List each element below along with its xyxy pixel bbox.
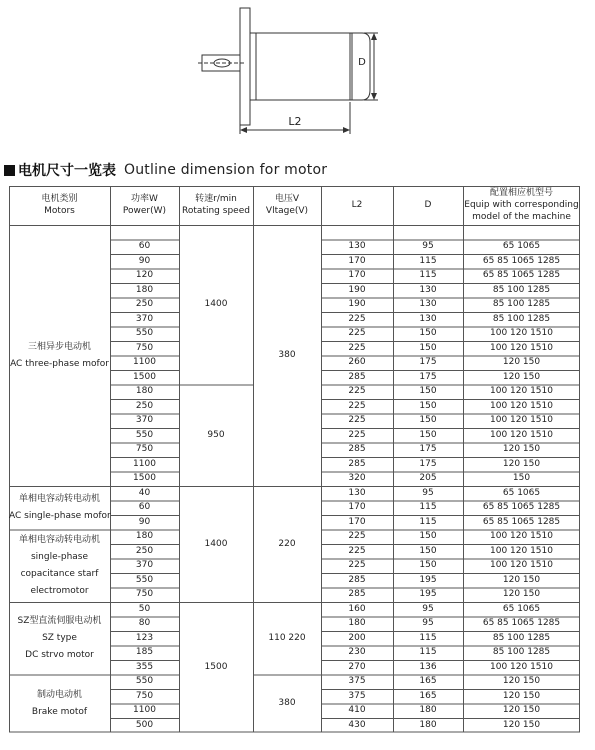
cell-l2: 320 xyxy=(348,473,366,484)
cell-d: 175 xyxy=(419,371,437,382)
cell-d: 150 xyxy=(419,429,437,440)
cell-l2: 285 xyxy=(348,574,366,585)
cell-d: 150 xyxy=(419,400,437,411)
header-motors-line-0: 电机类别 xyxy=(41,194,78,204)
cell-equip: 65 1065 xyxy=(502,603,541,614)
header-l2: L2 xyxy=(351,200,363,210)
cell-l2: 285 xyxy=(348,589,366,600)
cell-d: 175 xyxy=(419,458,437,469)
motor-type-label: single-phase xyxy=(30,551,89,562)
cell-d: 150 xyxy=(419,415,437,426)
section-title-zh: 电机尺寸一览表 xyxy=(18,163,116,179)
cell-power: 370 xyxy=(135,560,154,571)
cell-power: 370 xyxy=(135,415,154,426)
motor-type-label: Brake motof xyxy=(31,706,88,717)
cell-equip: 85 100 1285 xyxy=(492,647,551,658)
cell-l2: 170 xyxy=(348,502,366,513)
cell-power: 1100 xyxy=(133,357,156,368)
cell-equip: 120 150 xyxy=(502,589,541,600)
cell-l2: 225 xyxy=(348,429,366,440)
cell-equip: 120 150 xyxy=(502,371,541,382)
motor-type-label: SZ type xyxy=(42,632,77,643)
cell-d: 115 xyxy=(419,270,437,281)
cell-power: 1100 xyxy=(133,458,156,469)
cell-equip: 100 120 1510 xyxy=(490,429,553,440)
voltage-value: 220 xyxy=(278,538,296,549)
cell-power: 550 xyxy=(135,574,154,585)
cell-l2: 170 xyxy=(348,270,366,281)
cell-d: 180 xyxy=(419,719,437,730)
cell-d: 195 xyxy=(419,589,437,600)
cell-equip: 100 120 1510 xyxy=(490,328,553,339)
motor-type-label: copacitance starf xyxy=(20,568,99,579)
cell-d: 165 xyxy=(419,676,437,687)
dim-d-label: D xyxy=(355,58,369,68)
motor-type-label: SZ型直流伺服电动机 xyxy=(17,615,102,626)
cell-equip: 120 150 xyxy=(502,719,541,730)
header-equip-line-1: Equip with corresponding xyxy=(464,200,579,210)
cell-l2: 225 xyxy=(348,313,366,324)
cell-d: 195 xyxy=(419,574,437,585)
cell-d: 95 xyxy=(422,241,434,252)
cell-d: 115 xyxy=(419,647,437,658)
motor-dimension-table xyxy=(9,186,581,738)
voltage-value: 110 220 xyxy=(268,632,306,643)
cell-power: 1100 xyxy=(133,705,156,716)
cell-l2: 225 xyxy=(348,415,366,426)
motor-type-label: 单相电容动转电动机 xyxy=(18,534,100,545)
cell-equip: 65 85 1065 1285 xyxy=(482,270,561,281)
cell-d: 130 xyxy=(419,299,437,310)
cell-equip: 120 150 xyxy=(502,705,541,716)
section-title-en: Outline dimension for motor xyxy=(124,162,328,178)
cell-d: 115 xyxy=(419,632,437,643)
motor-type-label: 制动电动机 xyxy=(36,689,82,700)
cell-equip: 100 120 1510 xyxy=(490,545,553,556)
cell-equip: 120 150 xyxy=(502,444,541,455)
cell-l2: 410 xyxy=(348,705,366,716)
motor-type-label: electromotor xyxy=(30,585,89,596)
cell-power: 750 xyxy=(135,589,154,600)
cell-equip: 100 120 1510 xyxy=(490,560,553,571)
header-motors-line-1: Motors xyxy=(44,206,75,216)
motor-body xyxy=(250,33,350,100)
cell-d: 130 xyxy=(419,284,437,295)
cell-d: 136 xyxy=(419,661,437,672)
cell-power: 1500 xyxy=(133,473,156,484)
cell-d: 180 xyxy=(419,705,437,716)
cell-equip: 65 1065 xyxy=(502,487,541,498)
speed-value: 1400 xyxy=(204,299,228,310)
cell-d: 115 xyxy=(419,255,437,266)
cell-l2: 375 xyxy=(348,690,366,701)
motor-type-label: AC three-phase mofor xyxy=(10,358,109,369)
cell-equip: 100 120 1510 xyxy=(490,661,553,672)
cell-d: 95 xyxy=(422,603,434,614)
cell-equip: 85 100 1285 xyxy=(492,299,551,310)
cell-power: 250 xyxy=(135,545,154,556)
cell-power: 180 xyxy=(135,386,154,397)
cell-equip: 120 150 xyxy=(502,357,541,368)
cell-power: 120 xyxy=(135,270,154,281)
motor-type-label: AC single-phase mofor xyxy=(9,510,111,521)
cell-l2: 190 xyxy=(348,299,366,310)
cell-l2: 225 xyxy=(348,531,366,542)
header-equip-line-2: model of the machine xyxy=(472,212,571,222)
cell-power: 60 xyxy=(138,241,151,252)
cell-power: 550 xyxy=(135,676,154,687)
cell-power: 500 xyxy=(135,719,154,730)
cell-d: 115 xyxy=(419,516,437,527)
cell-equip: 100 120 1510 xyxy=(490,400,553,411)
speed-value: 950 xyxy=(207,429,225,440)
header-equip-line-0: 配置相应机型号 xyxy=(489,188,553,198)
cell-d: 150 xyxy=(419,531,437,542)
header-speed-line-0: 转速r/min xyxy=(195,194,237,204)
cell-power: 40 xyxy=(138,487,151,498)
cell-equip: 65 85 1065 1285 xyxy=(482,502,561,513)
cell-power: 90 xyxy=(138,516,151,527)
cell-power: 1500 xyxy=(133,371,156,382)
cell-l2: 160 xyxy=(348,603,366,614)
cell-equip: 100 120 1510 xyxy=(490,342,553,353)
cell-d: 150 xyxy=(419,560,437,571)
speed-value: 1400 xyxy=(204,538,228,549)
cell-l2: 130 xyxy=(348,241,366,252)
cell-l2: 225 xyxy=(348,400,366,411)
cell-d: 175 xyxy=(419,357,437,368)
cell-d: 150 xyxy=(419,545,437,556)
cell-d: 95 xyxy=(422,487,434,498)
cell-l2: 190 xyxy=(348,284,366,295)
cell-l2: 230 xyxy=(348,647,366,658)
cell-power: 250 xyxy=(135,400,154,411)
header-power-line-0: 功率W xyxy=(131,194,158,204)
cell-l2: 225 xyxy=(348,342,366,353)
header-voltage-line-1: Vltage(V) xyxy=(265,206,309,216)
cell-l2: 170 xyxy=(348,255,366,266)
cell-equip: 85 100 1285 xyxy=(492,284,551,295)
cell-equip: 85 100 1285 xyxy=(492,313,551,324)
cell-equip: 120 150 xyxy=(502,574,541,585)
cell-power: 90 xyxy=(138,255,151,266)
cell-d: 95 xyxy=(422,618,434,629)
cell-power: 50 xyxy=(138,603,151,614)
cell-equip: 100 120 1510 xyxy=(490,531,553,542)
cell-d: 130 xyxy=(419,313,437,324)
section-title xyxy=(4,160,327,180)
cell-l2: 285 xyxy=(348,458,366,469)
cell-l2: 430 xyxy=(348,719,366,730)
cell-l2: 200 xyxy=(348,632,366,643)
cell-equip: 150 xyxy=(512,473,531,484)
cell-l2: 225 xyxy=(348,545,366,556)
motor-outline-drawing xyxy=(0,0,595,160)
square-bullet-icon xyxy=(4,165,15,176)
voltage-value: 380 xyxy=(278,698,296,708)
cell-equip: 85 100 1285 xyxy=(492,632,551,643)
cell-equip: 120 150 xyxy=(502,458,541,469)
cell-power: 550 xyxy=(135,328,154,339)
cell-d: 175 xyxy=(419,444,437,455)
motor-type-label: 单相电容动转电动机 xyxy=(18,493,100,504)
cell-power: 180 xyxy=(135,284,154,295)
cell-d: 115 xyxy=(419,502,437,513)
cell-power: 750 xyxy=(135,342,154,353)
speed-value: 1500 xyxy=(204,661,228,672)
motor-type-label: DC strvo motor xyxy=(25,649,94,660)
cell-power: 123 xyxy=(135,632,154,643)
cell-power: 750 xyxy=(135,444,154,455)
cell-l2: 225 xyxy=(348,560,366,571)
cell-d: 165 xyxy=(419,690,437,701)
cell-l2: 270 xyxy=(348,661,366,672)
cell-l2: 285 xyxy=(348,371,366,382)
header-speed-line-1: Rotating speed xyxy=(182,206,250,216)
motor-type-label: 三相异步电动机 xyxy=(27,341,91,352)
cell-equip: 120 150 xyxy=(502,676,541,687)
cell-d: 150 xyxy=(419,328,437,339)
cell-d: 150 xyxy=(419,342,437,353)
cell-l2: 225 xyxy=(348,328,366,339)
cell-equip: 100 120 1510 xyxy=(490,415,553,426)
cell-equip: 120 150 xyxy=(502,690,541,701)
cell-equip: 65 85 1065 1285 xyxy=(482,255,561,266)
cell-l2: 285 xyxy=(348,444,366,455)
cell-power: 355 xyxy=(135,661,154,672)
cell-equip: 100 120 1510 xyxy=(490,386,553,397)
cell-equip: 65 85 1065 1285 xyxy=(482,618,561,629)
cell-power: 370 xyxy=(135,313,154,324)
voltage-value: 380 xyxy=(278,350,296,360)
header-voltage-line-0: 电压V xyxy=(274,194,300,204)
cell-equip: 65 1065 xyxy=(502,241,541,252)
cell-power: 180 xyxy=(135,531,154,542)
cell-d: 150 xyxy=(419,386,437,397)
header-d: D xyxy=(424,200,432,210)
cell-d: 205 xyxy=(419,473,437,484)
cell-equip: 65 85 1065 1285 xyxy=(482,516,561,527)
cell-l2: 170 xyxy=(348,516,366,527)
cell-l2: 180 xyxy=(348,618,366,629)
cell-l2: 130 xyxy=(348,487,366,498)
cell-power: 750 xyxy=(135,690,154,701)
cell-l2: 260 xyxy=(348,357,366,368)
cell-power: 550 xyxy=(135,429,154,440)
cell-l2: 375 xyxy=(348,676,366,687)
dim-l2-label: L2 xyxy=(288,115,302,128)
cell-power: 80 xyxy=(138,618,151,629)
cell-power: 185 xyxy=(135,647,154,658)
cell-power: 250 xyxy=(135,299,154,310)
cell-power: 60 xyxy=(138,502,151,513)
header-power-line-1: Power(W) xyxy=(122,206,167,216)
flange xyxy=(240,8,250,125)
cell-l2: 225 xyxy=(348,386,366,397)
